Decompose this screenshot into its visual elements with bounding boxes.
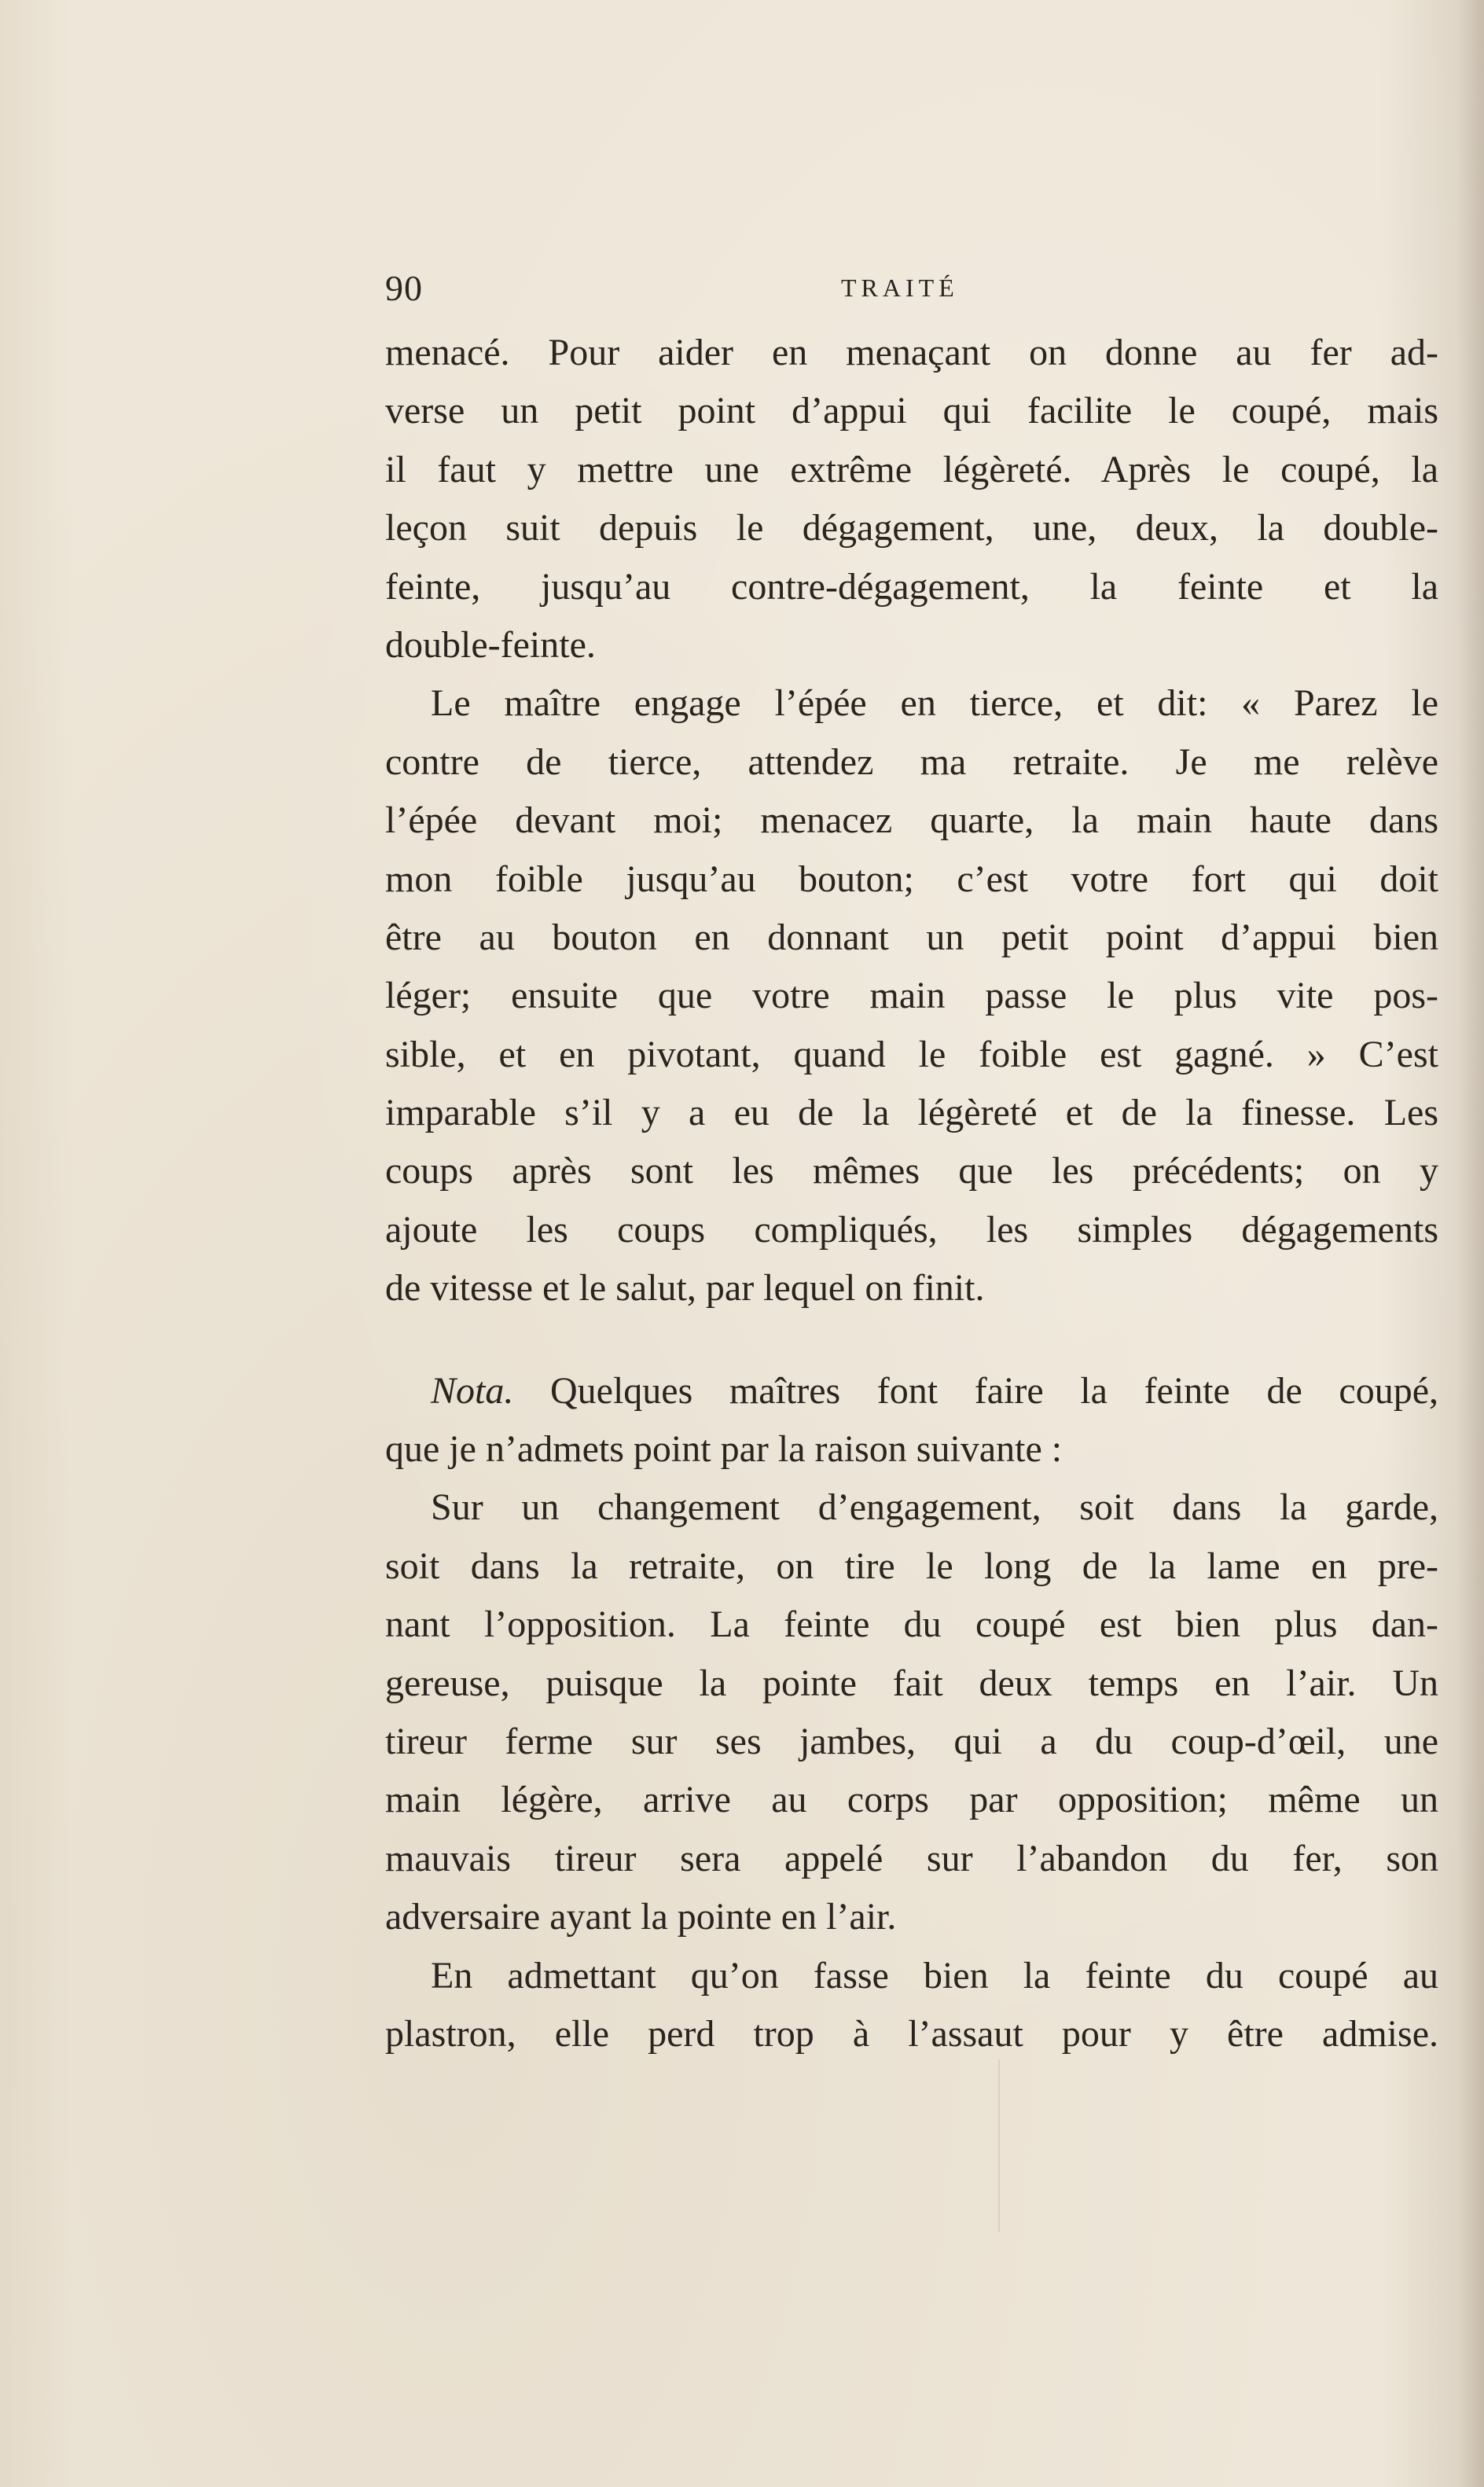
- main-text: [385, 324, 1438, 2063]
- text-line: tireur ferme sur ses jambes, qui a du coup-d’œil, une: [385, 1720, 1438, 1762]
- text-line: Sur un changement d’engagement, soit dans la garde,: [431, 1486, 1438, 1529]
- nota-text: Quelques maîtres font faire la feinte de coupé,: [513, 1369, 1438, 1412]
- section-gap: [385, 1318, 1438, 1362]
- text-line: sible, et en pivotant, quand le foible est gagné. » C’est: [385, 1033, 1438, 1075]
- page-number: 90: [385, 268, 423, 308]
- nota-first-line: [385, 1362, 1438, 1420]
- text-line: adversaire ayant la pointe en l’air.: [385, 1896, 897, 1938]
- text-line: léger; ensuite que votre main passe le plus vite pos-: [385, 975, 1438, 1017]
- paragraph-4: [385, 1947, 1438, 2064]
- page-edge-shadow: [1457, 0, 1484, 2487]
- paragraph-3: [385, 1479, 1438, 1946]
- text-line: leçon suit depuis le dégagement, une, deux, la double-: [385, 507, 1438, 549]
- text-line: plastron, elle perd trop à l’assaut pour y être admise.: [385, 2012, 1438, 2055]
- text-line: mauvais tireur sera appelé sur l’abandon du fer, son: [385, 1837, 1438, 1879]
- nota-label: Nota.: [431, 1369, 514, 1412]
- text-line: être au bouton en donnant un petit point d’appui bien: [385, 916, 1438, 958]
- running-title: TRAITÉ: [841, 274, 959, 302]
- text-line: de vitesse et le salut, par lequel on finit.: [385, 1267, 985, 1310]
- text-line: gereuse, puisque la pointe fait deux temps en l’air. Un: [385, 1662, 1438, 1704]
- text-line: feinte, jusqu’au contre-dégagement, la feinte et la: [385, 565, 1438, 608]
- text-line: l’épée devant moi; menacez quarte, la main haute dans: [385, 799, 1438, 842]
- paragraph-2: [385, 674, 1438, 1317]
- page-header: [385, 267, 1438, 314]
- text-line: En admettant qu’on fasse bien la feinte du coupé au: [431, 1954, 1438, 1997]
- text-line: main légère, arrive au corps par opposition; même un: [385, 1779, 1438, 1821]
- text-line: mon foible jusqu’au bouton; c’est votre fort qui doit: [385, 858, 1438, 900]
- text-line: ajoute les coups compliqués, les simples dégagements: [385, 1208, 1438, 1251]
- paragraph-1: [385, 324, 1438, 674]
- text-line: nant l’opposition. La feinte du coupé est bien plus dan-: [385, 1604, 1438, 1646]
- text-line: Le maître engage l’épée en tierce, et dit: « Parez le: [431, 682, 1438, 725]
- text-line: double-feinte.: [385, 623, 596, 666]
- text-line: que je n’admets point par la raison suivante :: [385, 1428, 1063, 1471]
- text-line: contre de tierce, attendez ma retraite. Je me relève: [385, 740, 1438, 783]
- text-line: coups après sont les mêmes que les précédents; on y: [385, 1150, 1438, 1192]
- text-line: il faut y mettre une extrême légèreté. Après le coupé, la: [385, 448, 1438, 490]
- text-line: imparable s’il y a eu de la légèreté et de la finesse. Les: [385, 1092, 1438, 1134]
- text-line: menacé. Pour aider en menaçant on donne au fer ad-: [385, 332, 1438, 373]
- nota-paragraph: [385, 1362, 1438, 1479]
- text-line: soit dans la retraite, on tire le long de la lame en pre-: [385, 1545, 1438, 1587]
- text-line: verse un petit point d’appui qui facilite le coupé, mais: [385, 390, 1438, 432]
- paper-mark: [998, 2059, 1000, 2232]
